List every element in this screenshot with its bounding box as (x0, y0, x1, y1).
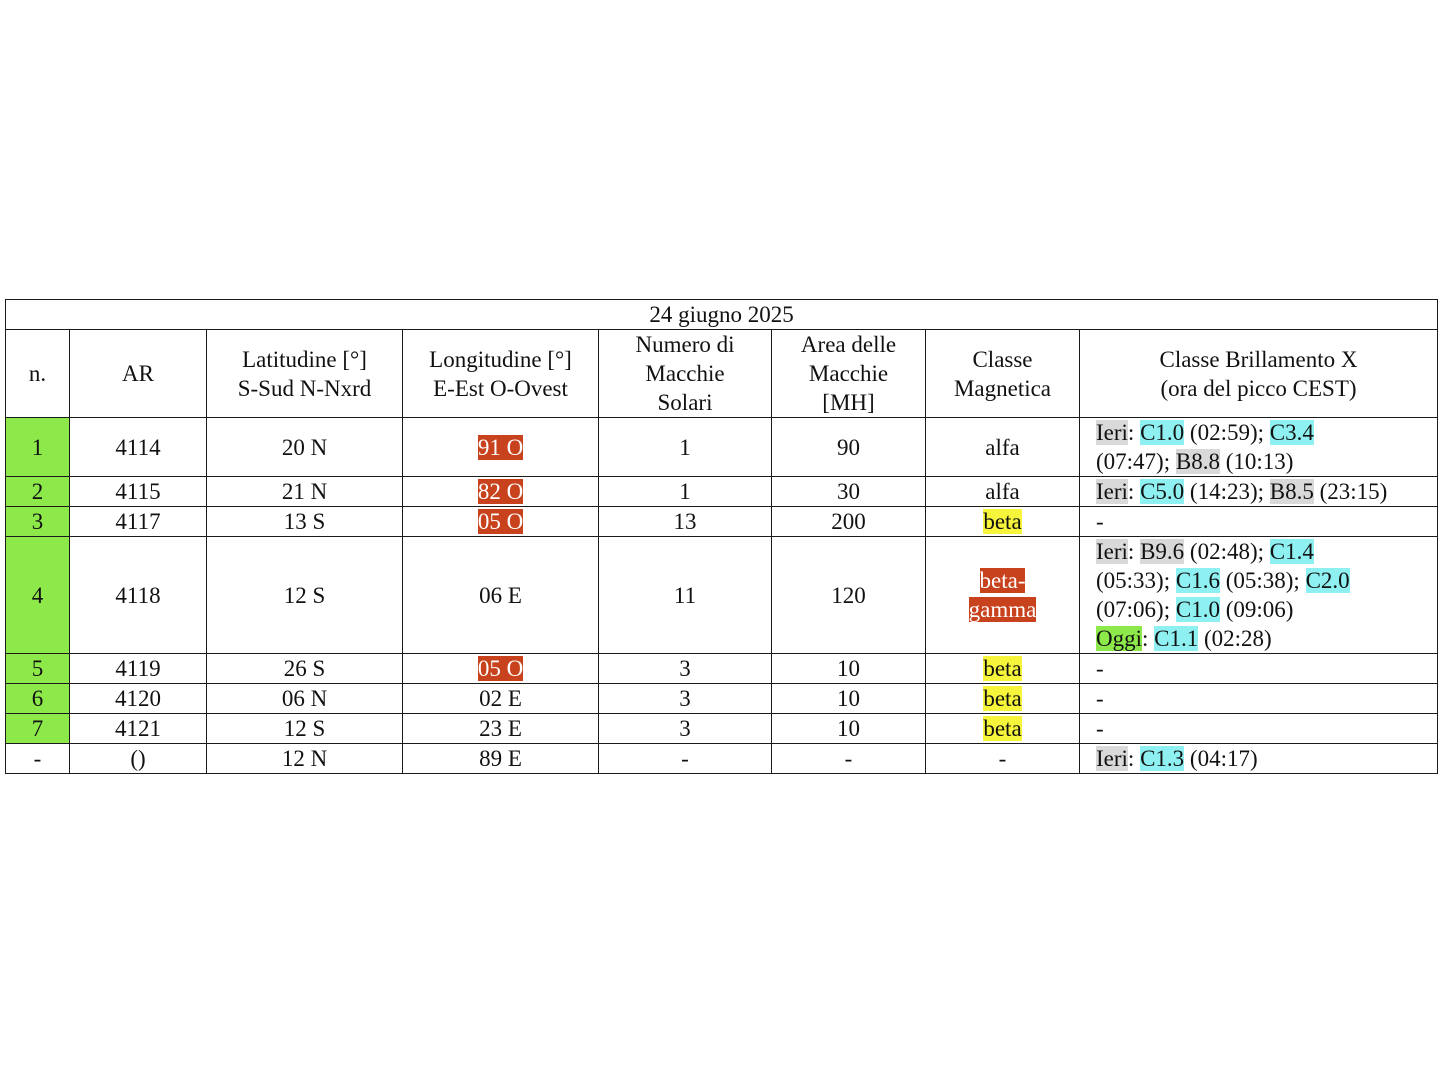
separator: : (1127, 420, 1141, 445)
longitude-value: 82 O (477, 479, 524, 504)
table-row (6, 744, 1438, 774)
flare-time: (05:33); (1096, 568, 1176, 593)
header-sunspot-area: Area delle Macchie [MH] (772, 330, 926, 418)
flare-class: C1.0 (1140, 420, 1185, 445)
header-row (6, 330, 1438, 418)
magnetic-class: beta (983, 686, 1022, 711)
flare-list (1080, 477, 1438, 507)
flare-class: C3.4 (1269, 420, 1314, 445)
sunspot-area: 10 (772, 684, 926, 714)
longitude: 06 E (403, 537, 599, 654)
longitude-cell (403, 507, 599, 537)
longitude-cell (403, 418, 599, 477)
header-ar: AR (70, 330, 207, 418)
table-row (6, 418, 1438, 477)
flare-time: (14:23); (1184, 479, 1270, 504)
header-sunspot-count: Numero di Macchie Solari (599, 330, 772, 418)
yesterday-label: Ieri (1096, 746, 1128, 771)
latitude: 13 S (207, 507, 403, 537)
sunspot-area: 10 (772, 654, 926, 684)
row-number: 1 (6, 418, 70, 477)
magnetic-class: beta- (979, 568, 1026, 593)
magnetic-class-cell (926, 654, 1080, 684)
flare-time: (07:06); (1096, 597, 1176, 622)
longitude-value: 05 O (477, 509, 524, 534)
sunspot-area: 120 (772, 537, 926, 654)
flare-time: (10:13) (1219, 449, 1294, 474)
flare-list (1080, 418, 1438, 477)
magnetic-class: beta (983, 509, 1022, 534)
flare-time: (02:59); (1184, 420, 1270, 445)
latitude: 20 N (207, 418, 403, 477)
longitude: 23 E (403, 714, 599, 744)
yesterday-label: Ieri (1096, 539, 1128, 564)
separator: : (1142, 626, 1155, 651)
yesterday-label: Ieri (1096, 479, 1128, 504)
longitude: 02 E (403, 684, 599, 714)
row-number: 4 (6, 537, 70, 654)
magnetic-class-cell (926, 714, 1080, 744)
magnetic-class: beta (983, 716, 1022, 741)
sunspot-area: 200 (772, 507, 926, 537)
active-region: 4115 (70, 477, 207, 507)
row-number: - (6, 744, 70, 774)
latitude: 26 S (207, 654, 403, 684)
active-region: 4118 (70, 537, 207, 654)
flare-list: - (1080, 714, 1438, 744)
flare-list: - (1080, 684, 1438, 714)
latitude: 12 N (207, 744, 403, 774)
header-latitude: Latitudine [°] S-Sud N-Nxrd (207, 330, 403, 418)
longitude-cell (403, 654, 599, 684)
sunspot-area: - (772, 744, 926, 774)
flare-time: (23:15) (1313, 479, 1388, 504)
longitude-value: 05 O (477, 656, 524, 681)
latitude: 12 S (207, 537, 403, 654)
flare-class: B8.5 (1269, 479, 1314, 504)
flare-time: (02:28) (1198, 626, 1272, 651)
flare-list (1080, 537, 1438, 654)
row-number: 2 (6, 477, 70, 507)
sunspot-area: 90 (772, 418, 926, 477)
sunspot-count: 1 (599, 477, 772, 507)
flare-list: - (1080, 654, 1438, 684)
title-row (6, 300, 1438, 330)
header-n: n. (6, 330, 70, 418)
latitude: 12 S (207, 714, 403, 744)
table-row (6, 714, 1438, 744)
header-flare-class: Classe Brillamento X (ora del picco CEST) (1080, 330, 1438, 418)
sunspot-count: 1 (599, 418, 772, 477)
flare-list (1080, 744, 1438, 774)
active-region: 4114 (70, 418, 207, 477)
flare-class: C2.0 (1305, 568, 1350, 593)
sunspot-count: 3 (599, 714, 772, 744)
flare-class: B9.6 (1140, 539, 1185, 564)
magnetic-class-cell (926, 537, 1080, 654)
sunspot-area: 10 (772, 714, 926, 744)
sunspot-count: 13 (599, 507, 772, 537)
table-row (6, 684, 1438, 714)
flare-time: (05:38); (1219, 568, 1306, 593)
separator: : (1127, 539, 1141, 564)
row-number: 5 (6, 654, 70, 684)
longitude-cell (403, 477, 599, 507)
latitude: 06 N (207, 684, 403, 714)
flare-time: (02:48); (1184, 539, 1270, 564)
longitude: 89 E (403, 744, 599, 774)
table-title: 24 giugno 2025 (6, 300, 1438, 330)
flare-class: C1.1 (1154, 626, 1199, 651)
sunspot-count: - (599, 744, 772, 774)
separator: : (1127, 479, 1141, 504)
today-label: Oggi (1096, 626, 1142, 651)
flare-class: B8.8 (1175, 449, 1220, 474)
sunspot-table (5, 299, 1438, 774)
table-row (6, 507, 1438, 537)
magnetic-class: gamma (968, 597, 1037, 622)
table-row (6, 477, 1438, 507)
active-region: () (70, 744, 207, 774)
flare-class: C5.0 (1140, 479, 1185, 504)
magnetic-class: alfa (926, 418, 1080, 477)
sunspot-count: 11 (599, 537, 772, 654)
row-number: 3 (6, 507, 70, 537)
active-region: 4121 (70, 714, 207, 744)
yesterday-label: Ieri (1096, 420, 1128, 445)
separator: : (1127, 746, 1141, 771)
flare-class: C1.3 (1140, 746, 1185, 771)
latitude: 21 N (207, 477, 403, 507)
active-region: 4119 (70, 654, 207, 684)
longitude-value: 91 O (477, 434, 524, 460)
flare-class: C1.6 (1175, 568, 1220, 593)
sunspot-area: 30 (772, 477, 926, 507)
flare-time: (04:17) (1184, 746, 1258, 771)
flare-class: C1.4 (1269, 539, 1314, 564)
magnetic-class: beta (983, 656, 1022, 681)
table-row (6, 537, 1438, 654)
sunspot-count: 3 (599, 654, 772, 684)
magnetic-class: alfa (926, 477, 1080, 507)
active-region: 4117 (70, 507, 207, 537)
table-row (6, 654, 1438, 684)
flare-time: (09:06) (1219, 597, 1294, 622)
flare-time: (07:47); (1096, 449, 1176, 474)
flare-list: - (1080, 507, 1438, 537)
header-longitude: Longitudine [°] E-Est O-Ovest (403, 330, 599, 418)
magnetic-class-cell (926, 684, 1080, 714)
row-number: 7 (6, 714, 70, 744)
header-magnetic-class: Classe Magnetica (926, 330, 1080, 418)
row-number: 6 (6, 684, 70, 714)
flare-class: C1.0 (1175, 597, 1220, 622)
magnetic-class: - (926, 744, 1080, 774)
active-region: 4120 (70, 684, 207, 714)
magnetic-class-cell (926, 507, 1080, 537)
sunspot-count: 3 (599, 684, 772, 714)
